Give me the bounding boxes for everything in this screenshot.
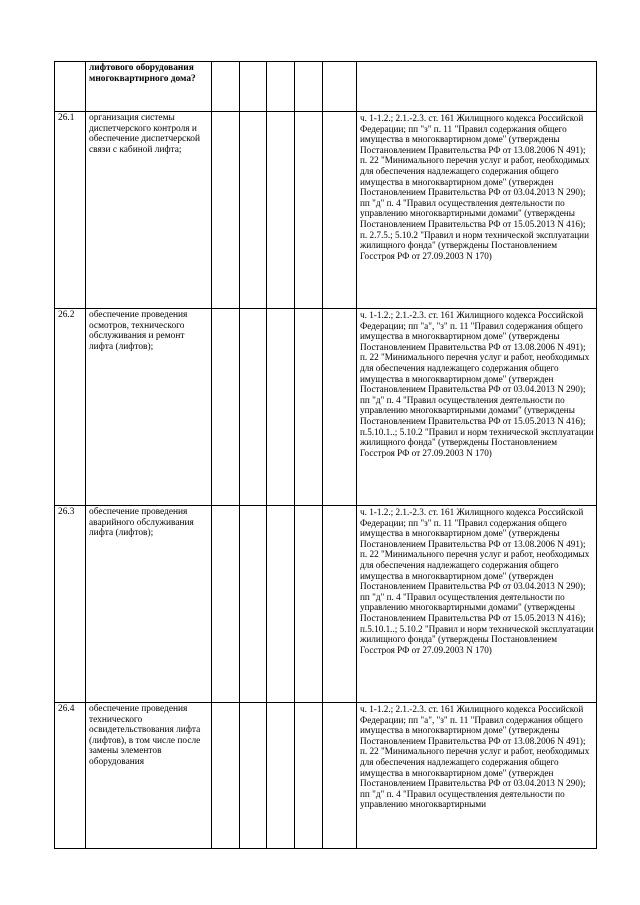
empty-cell — [357, 62, 597, 112]
empty-cell — [295, 309, 323, 506]
empty-cell — [212, 506, 240, 703]
empty-cell — [323, 112, 357, 309]
legal-reference: ч. 1-1.2.; 2.1.-2.3. ст. 161 Жилищного кодекса Российской Федерации; пп "а", "з" п. 11 "Правил содержания общего имущества в многоквартирном доме" (утверждены Постановлением Правительства РФ от 13.08.2006 N 491); п. 22 "Минимального перечня услуг и работ, необходимых для обеспечения надлежащего содержания общего имущества в многоквартирном доме" (утвержден Постановлением Правительства РФ от 03.04.2013 N 290); пп "д" п. 4 "Правил осуществления деятельности по управлению многоквартирными — [357, 703, 597, 849]
empty-cell — [295, 112, 323, 309]
empty-cell — [323, 309, 357, 506]
row-number: 26.3 — [55, 506, 86, 703]
table-row — [55, 309, 597, 506]
empty-cell — [267, 112, 295, 309]
empty-cell — [212, 112, 240, 309]
table-row — [55, 703, 597, 849]
empty-cell — [267, 309, 295, 506]
empty-cell — [267, 62, 295, 112]
row-number: 26.2 — [55, 309, 86, 506]
empty-cell — [240, 309, 267, 506]
legal-reference: ч. 1-1.2.; 2.1.-2.3. ст. 161 Жилищного кодекса Российской Федерации; пп "з" п. 11 "Правил содержания общего имущества в многоквартирном доме" (утверждены Постановлением Правительства РФ от 13.08.2006 N 491); п. 22 "Минимального перечня услуг и работ, необходимых для обеспечения надлежащего содержания общего имущества в многоквартирном доме" (утвержден Постановлением Правительства РФ от 03.04.2013 N 290); пп "д" п. 4 "Правил осуществления деятельности по управлению многоквартирными домами" (утверждены Постановлением Правительства РФ от 15.05.2013 N 416); п. 2.7.5.; 5.10.2 "Правил и норм технической эксплуатации жилищного фонда" (утверждены Постановлением Госстроя РФ от 27.09.2003 N 170) — [357, 112, 597, 309]
empty-cell — [267, 703, 295, 849]
empty-cell — [240, 506, 267, 703]
empty-cell — [212, 703, 240, 849]
row-number: 26.4 — [55, 703, 86, 849]
legal-reference: ч. 1-1.2.; 2.1.-2.3. ст. 161 Жилищного кодекса Российской Федерации; пп "а", "з" п. 11 "Правил содержания общего имущества в многоквартирном доме" (утверждены Постановлением Правительства РФ от 13.08.2006 N 491); п. 22 "Минимального перечня услуг и работ, необходимых для обеспечения надлежащего содержания общего имущества в многоквартирном доме" (утвержден Постановлением Правительства РФ от 03.04.2013 N 290); пп "д" п. 4 "Правил осуществления деятельности по управлению многоквартирными домами" (утверждены Постановлением Правительства РФ от 15.05.2013 N 416); п.5.10.1..; 5.10.2 "Правил и норм технической эксплуатации жилищного фонда" (утверждены Постановлением Госстроя РФ от 27.09.2003 N 170) — [357, 309, 597, 506]
empty-cell — [295, 506, 323, 703]
item-text: обеспечение проведения аварийного обслуживания лифта (лифтов); — [86, 506, 212, 703]
empty-cell — [240, 62, 267, 112]
question-text: лифтового оборудования многоквартирного дома? — [86, 62, 212, 112]
empty-cell — [212, 62, 240, 112]
empty-cell — [323, 62, 357, 112]
item-text: обеспечение проведения осмотров, технического обслуживания и ремонт лифта (лифтов); — [86, 309, 212, 506]
row-number — [55, 62, 86, 112]
empty-cell — [323, 506, 357, 703]
row-number: 26.1 — [55, 112, 86, 309]
requirements-table — [54, 61, 597, 849]
empty-cell — [295, 62, 323, 112]
table-row-header — [55, 62, 597, 112]
empty-cell — [267, 506, 295, 703]
empty-cell — [295, 703, 323, 849]
table-row — [55, 112, 597, 309]
item-text: организация системы диспетчерского контроля и обеспечение диспетчерской связи с кабиной лифта; — [86, 112, 212, 309]
empty-cell — [212, 309, 240, 506]
empty-cell — [240, 703, 267, 849]
legal-reference: ч. 1-1.2.; 2.1.-2.3. ст. 161 Жилищного кодекса Российской Федерации; пп "з" п. 11 "Правил содержания общего имущества в многоквартирном доме" (утверждены Постановлением Правительства РФ от 13.08.2006 N 491); п. 22 "Минимального перечня услуг и работ, необходимых для обеспечения надлежащего содержания общего имущества в многоквартирном доме" (утвержден Постановлением Правительства РФ от 03.04.2013 N 290); пп "д" п. 4 "Правил осуществления деятельности по управлению многоквартирными домами" (утверждены Постановлением Правительства РФ от 15.05.2013 N 416); п.5.10.1..; 5.10.2 "Правил и норм технической эксплуатации жилищного фонда" (утверждены Постановлением Госстроя РФ от 27.09.2003 N 170) — [357, 506, 597, 703]
empty-cell — [240, 112, 267, 309]
table-row — [55, 506, 597, 703]
empty-cell — [323, 703, 357, 849]
item-text: обеспечение проведения технического освидетельствования лифта (лифтов), в том числе после замены элементов оборудования — [86, 703, 212, 849]
